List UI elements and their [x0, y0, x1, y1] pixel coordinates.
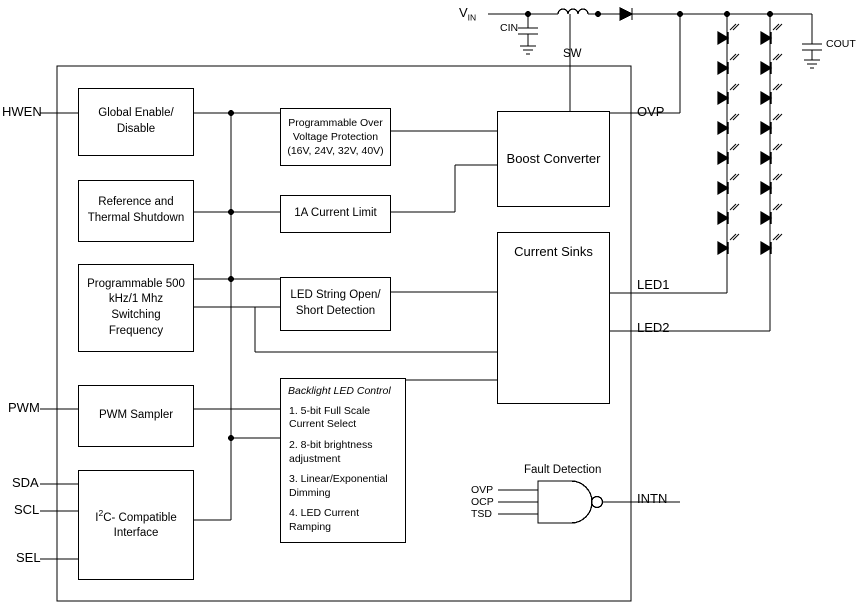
backlight-control-item: 2. 8-bit brightness adjustment	[289, 438, 373, 465]
pin-label-hwen: HWEN	[2, 104, 42, 119]
pin-label-sda: SDA	[12, 475, 39, 490]
block-boost-converter: Boost Converter	[497, 111, 610, 207]
pin-label-led1: LED1	[637, 277, 670, 292]
block-led-open-short-detection: LED String Open/ Short Detection	[280, 277, 391, 331]
led-string-1	[718, 24, 739, 254]
block-reference-thermal-shutdown: Reference and Thermal Shutdown	[78, 180, 194, 242]
pin-label-intn: INTN	[637, 491, 668, 506]
label-vin: $V_{IN}$	[459, 5, 477, 23]
block-global-enable: Global Enable/ Disable	[78, 88, 194, 156]
block-current-limit: 1A Current Limit	[280, 195, 391, 233]
pin-label-scl: SCL	[14, 502, 40, 517]
backlight-control-item: 4. LED Current Ramping	[289, 507, 360, 534]
pin-label-ovp: OVP	[637, 104, 665, 119]
pin-label-led2: LED2	[637, 320, 670, 335]
block-current-sinks: Current Sinks	[497, 232, 610, 404]
fault-input-tsd: TSD	[471, 508, 492, 520]
fault-input-ocp: OCP	[471, 496, 494, 508]
label-cin: CIN	[500, 22, 519, 34]
block-i2c-interface: $I^2C-$ Compatible Interface	[78, 470, 194, 580]
backlight-control-item: 3. Linear/Exponential Dimming	[289, 473, 388, 499]
pin-label-sel: SEL	[16, 550, 41, 565]
led-string-2	[761, 24, 782, 254]
fault-detection-title: Fault Detection	[524, 464, 602, 476]
fault-input-ovp: OVP	[471, 484, 494, 496]
block-over-voltage-protection: Programmable Over Voltage Protection (16V, 24V, 32V, 40V)	[280, 108, 391, 166]
pin-label-pwm: PWM	[8, 400, 40, 415]
block-pwm-sampler: PWM Sampler	[78, 385, 194, 447]
backlight-control-title: Backlight LED Control	[288, 385, 391, 397]
backlight-control-item: 1. 5-bit Full Scale Current Select	[289, 404, 371, 431]
label-sw: SW	[563, 48, 582, 60]
block-backlight-led-control	[280, 378, 406, 543]
label-cout: COUT	[826, 38, 856, 50]
block-switching-frequency: Programmable 500 kHz/1 Mhz Switching Frequency	[78, 264, 194, 352]
